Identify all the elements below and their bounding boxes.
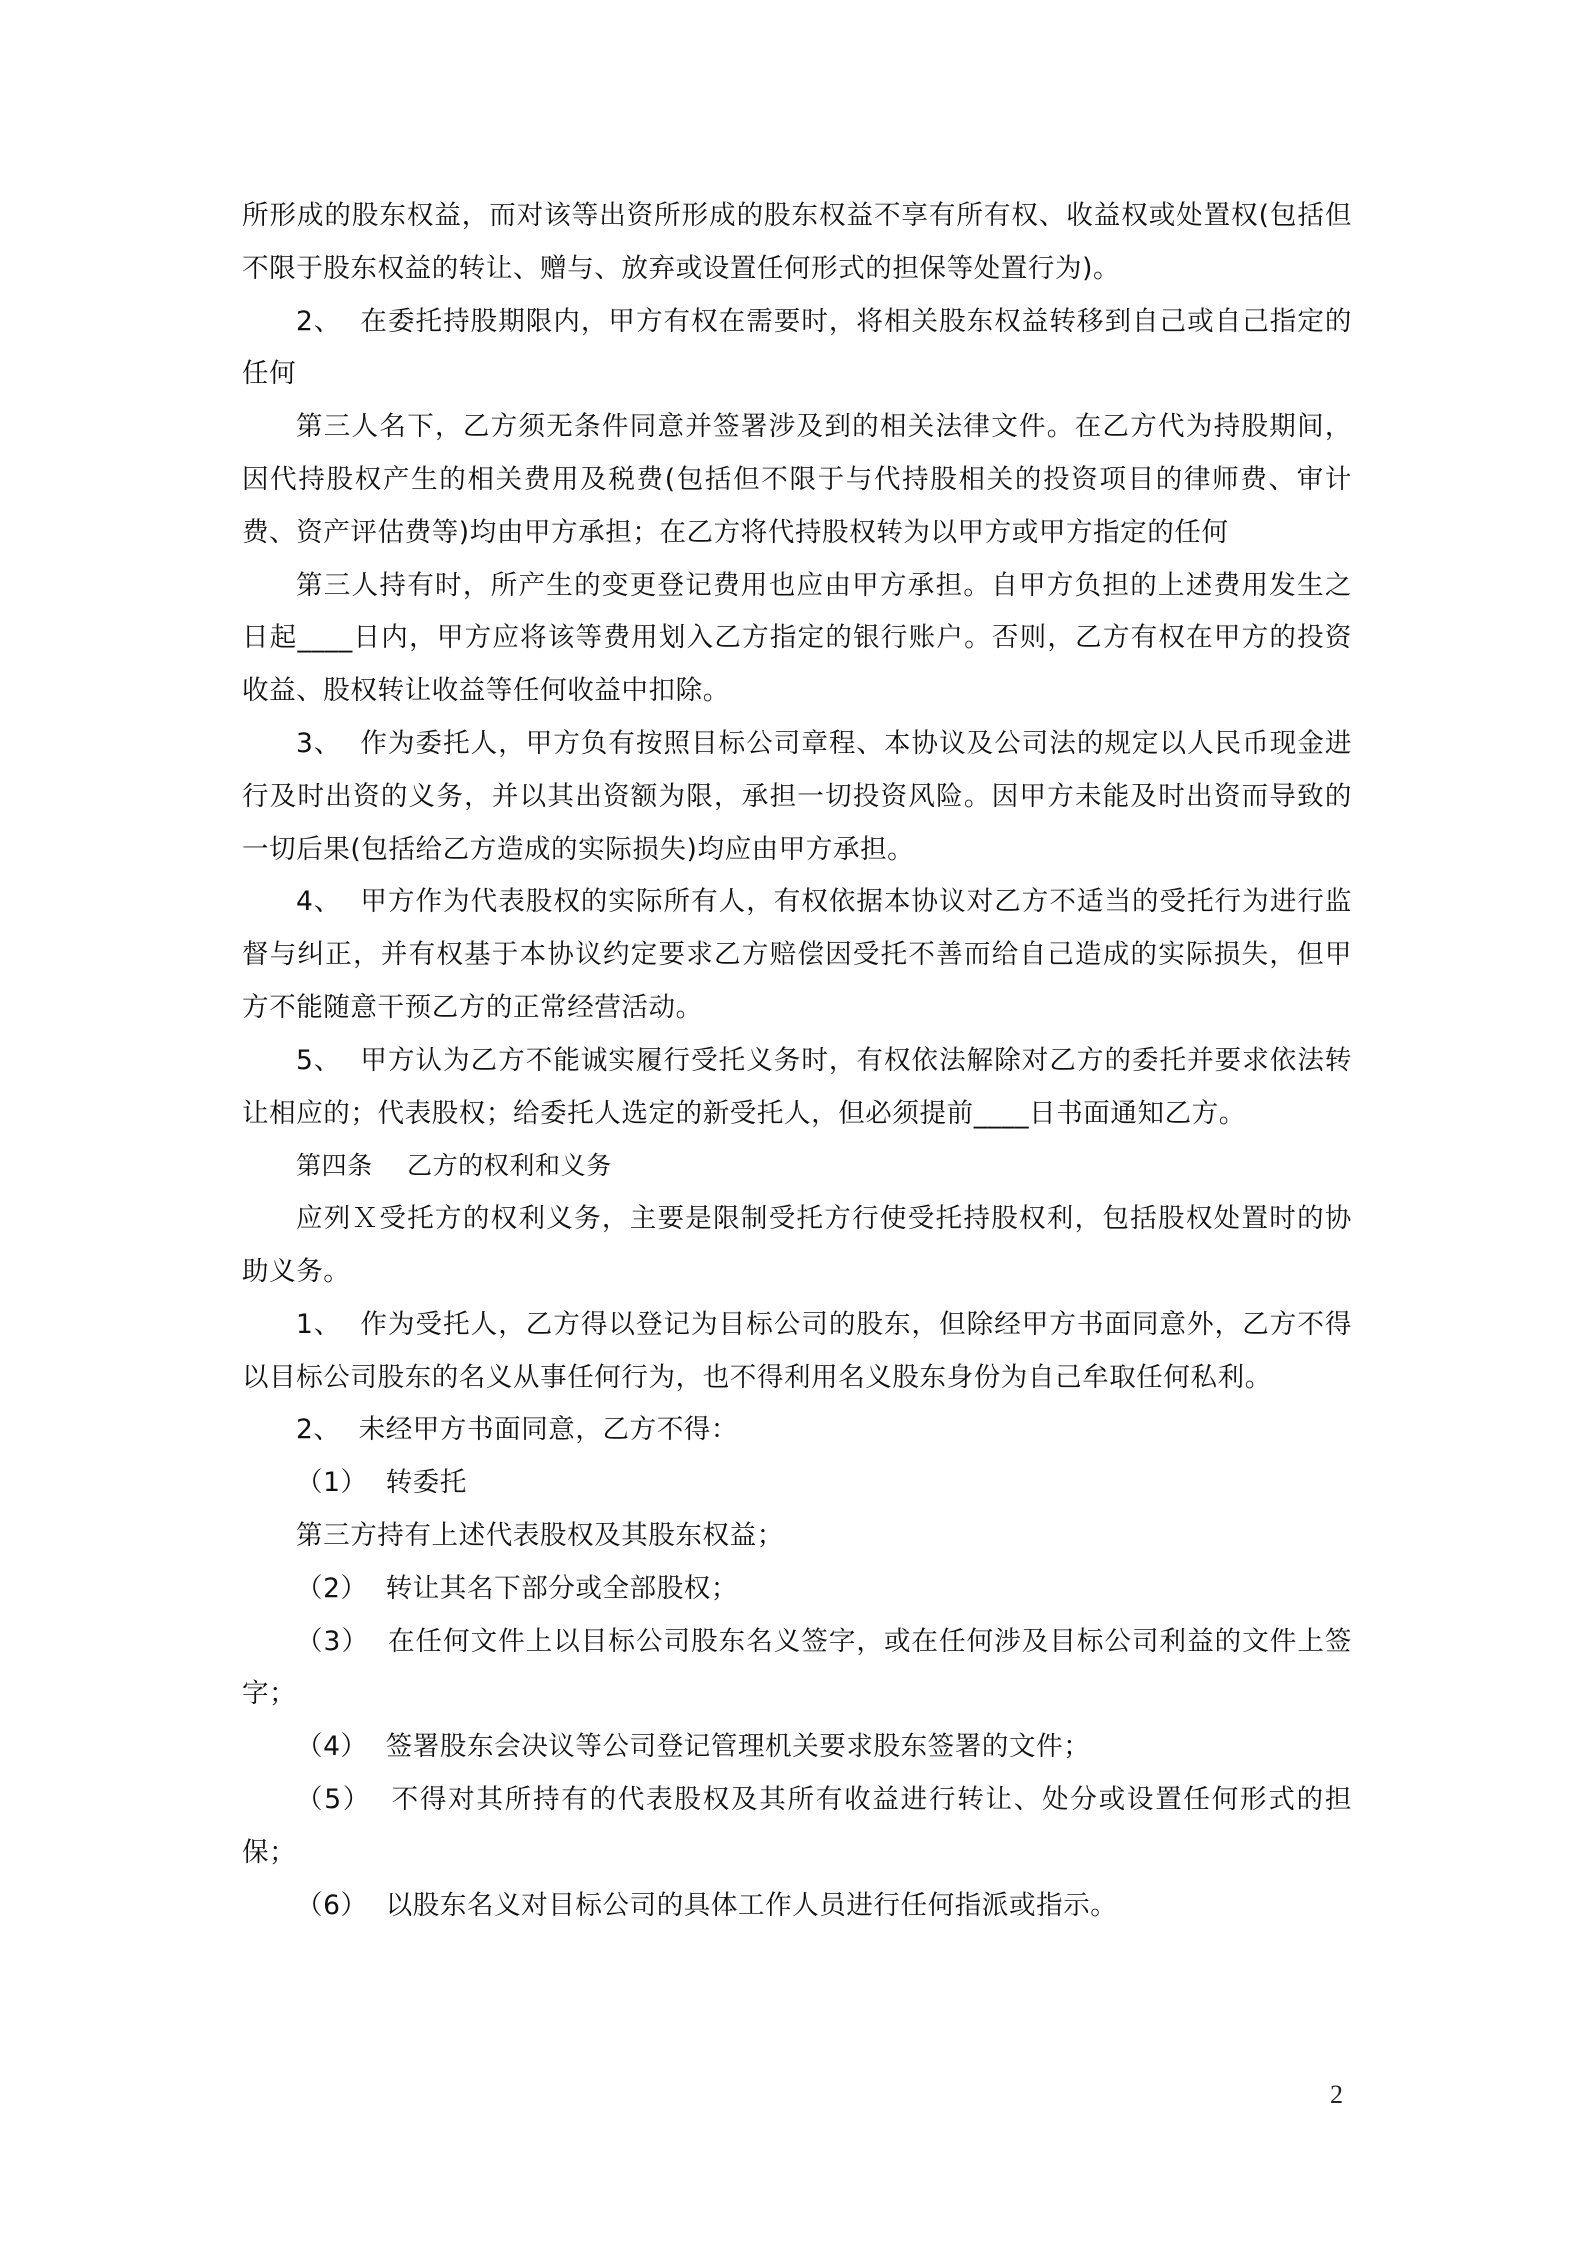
clause-4-2: 2、 未经甲方书面同意，乙方不得： [296,1414,739,1446]
list-item-1: （1） 转委托 [296,1467,468,1499]
clause-3-2: 2、 在委托持股期限内，甲方有权在需要时，将相关股东权益转移到自己或自己指定的任何 [242,305,1352,390]
list-item-2: （2） 转让其名下部分或全部股权； [296,1572,739,1604]
list-item-4: （4） 签署股东会决议等公司登记管理机关要求股东签署的文件； [296,1731,1091,1763]
clause-4-1: 1、 作为受托人，乙方得以登记为目标公司的股东，但除经甲方书面同意外，乙方不得以目标公司股东的名义从事任何行为，也不得利用名义股东身份为自己牟取任何私利。 [242,1308,1352,1393]
list-item-5: （5） 不得对其所持有的代表股权及其所有收益进行转让、处分或设置任何形式的担保； [242,1783,1352,1868]
paragraph-third-party-name: 第三人名下，乙方须无条件同意并签署涉及到的相关法律文件。在乙方代为持股期间，因代持股权产生的相关费用及税费(包括但不限于与代持股相关的投资项目的律师费、审计费、资产评估费等)均由甲方承担；在乙方将代持股权转为以甲方或甲方指定的任何 [242,411,1352,548]
list-item-6: （6） 以股东名义对目标公司的具体工作人员进行任何指派或指示。 [296,1889,1118,1921]
clause-3-3: 3、 作为委托人，甲方负有按照目标公司章程、本协议及公司法的规定以人民币现金进行及时出资的义务，并以其出资额为限，承担一切投资风险。因甲方未能及时出资而导致的一切后果(包括给乙方造成的实际损失)均应由甲方承担。 [242,727,1352,865]
document-body [242,190,1352,1932]
clause-3-4: 4、 甲方作为代表股权的实际所有人，有权依据本协议对乙方不适当的受托行为进行监督与纠正，并有权基于本协议约定要求乙方赔偿因受托不善而给自己造成的实际损失，但甲方不能随意干预乙方的正常经营活动。 [242,886,1352,1023]
article-4-intro: 应列Ｘ受托方的权利义务，主要是限制受托方行使受托持股权利，包括股权处置时的协助义务。 [242,1203,1352,1287]
list-item-1-continuation: 第三方持有上述代表股权及其股东权益； [296,1519,784,1551]
article-4-heading: 第四条 乙方的权利和义务 [296,1151,612,1181]
list-item-3: （3） 在任何文件上以目标公司股东名义签字，或在任何涉及目标公司利益的文件上签字； [242,1625,1352,1710]
paragraph-third-party-holding: 第三人持有时，所产生的变更登记费用也应由甲方承担。自甲方负担的上述费用发生之日起____日内，甲方应将该等费用划入乙方指定的银行账户。否则，乙方有权在甲方的投资收益、股权转让收益等任何收益中扣除。 [242,569,1352,707]
paragraph-continuation: 所形成的股东权益，而对该等出资所形成的股东权益不享有所有权、收益权或处置权(包括但不限于股东权益的转让、赠与、放弃或设置任何形式的担保等处置行为)。 [242,200,1352,284]
clause-3-5: 5、 甲方认为乙方不能诚实履行受托义务时，有权依法解除对乙方的委托并要求依法转让相应的；代表股权；给委托人选定的新受托人，但必须提前____日书面通知乙方。 [242,1044,1352,1129]
page-number: 2 [1330,2080,1343,2109]
